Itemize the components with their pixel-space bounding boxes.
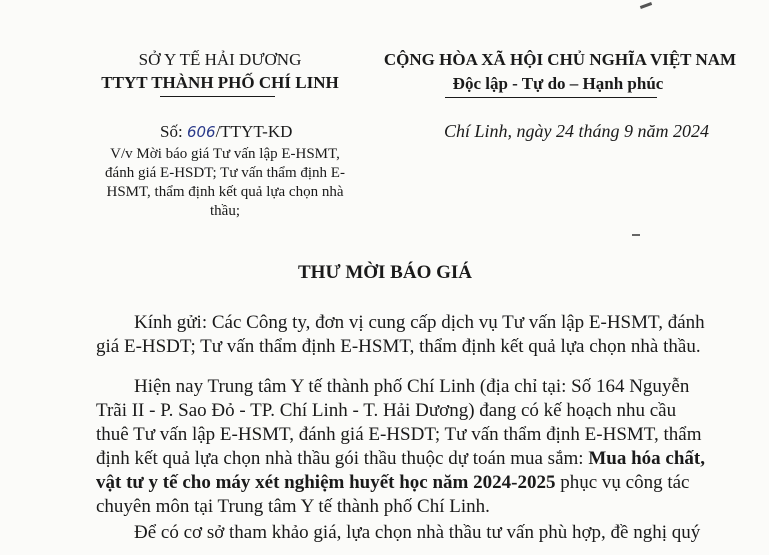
- letter-title: THƯ MỜI BÁO GIÁ: [298, 262, 472, 283]
- paragraph-1-line: Hiện nay Trung tâm Y tế thành phố Chí Linh (địa chỉ tại: Số 164 Nguyễn: [134, 376, 690, 397]
- scan-speck: [640, 2, 652, 9]
- subject-block: [80, 145, 370, 221]
- issuer-org: TTYT THÀNH PHỐ CHÍ LINH: [101, 73, 339, 92]
- subject-line: thầu;: [210, 203, 240, 219]
- procurement-name: vật tư y tế cho máy xét nghiệm huyết học năm 2024-2025: [96, 472, 556, 493]
- national-motto: Độc lập - Tự do – Hạnh phúc: [452, 74, 664, 93]
- recipient-line-1: Kính gửi: Các Công ty, đơn vị cung cấp dịch vụ Tư vấn lập E-HSMT, đánh: [134, 312, 705, 333]
- doc-number-handwritten: 606: [186, 123, 216, 141]
- subject-line: HSMT, thẩm định kết quả lựa chọn nhà: [106, 184, 344, 200]
- paragraph-1-line: thuê Tư vấn lập E-HSMT, đánh giá E-HSDT; Tư vấn thẩm định E-HSMT, thẩm: [96, 424, 702, 445]
- place-date: Chí Linh, ngày 24 tháng 9 năm 2024: [444, 121, 710, 141]
- doc-number-suffix: /TTYT-KD: [215, 122, 293, 141]
- issuer-parent-org: SỞ Y TẾ HẢI DƯƠNG: [138, 50, 302, 69]
- paragraph-1-line: [96, 448, 705, 470]
- document-number: [160, 122, 292, 142]
- national-title: CỘNG HÒA XÃ HỘI CHỦ NGHĨA VIỆT NAM: [383, 50, 737, 69]
- motto-underline: [445, 97, 657, 98]
- paragraph-2-line: Để có cơ sở tham khảo giá, lựa chọn nhà thầu tư vấn phù hợp, đề nghị quý: [134, 522, 701, 543]
- doc-number-prefix: Số:: [160, 122, 187, 141]
- subject-line: V/v Mời báo giá Tư vấn lập E-HSMT,: [110, 146, 340, 162]
- procurement-name: Mua hóa chất,: [588, 448, 705, 469]
- paragraph-1-line: Trãi II - P. Sao Đỏ - TP. Chí Linh - T. Hải Dương) đang có kế hoạch nhu cầu: [96, 400, 677, 421]
- paragraph-1-text: định kết quả lựa chọn nhà thầu gói thầu thuộc dự toán mua sắm:: [96, 448, 589, 469]
- recipient-line-2: giá E-HSDT; Tư vấn thẩm định E-HSMT, thẩm định kết quả lựa chọn nhà thầu.: [96, 336, 701, 357]
- paragraph-1-line: chuyên môn tại Trung tâm Y tế thành phố Chí Linh.: [96, 496, 490, 517]
- issuer-underline: [160, 96, 275, 97]
- paragraph-1-line: [96, 472, 689, 494]
- subject-line: đánh giá E-HSDT; Tư vấn thẩm định E-: [105, 165, 345, 181]
- scan-speck: [632, 234, 640, 236]
- paragraph-1-text: phục vụ công tác: [555, 472, 690, 493]
